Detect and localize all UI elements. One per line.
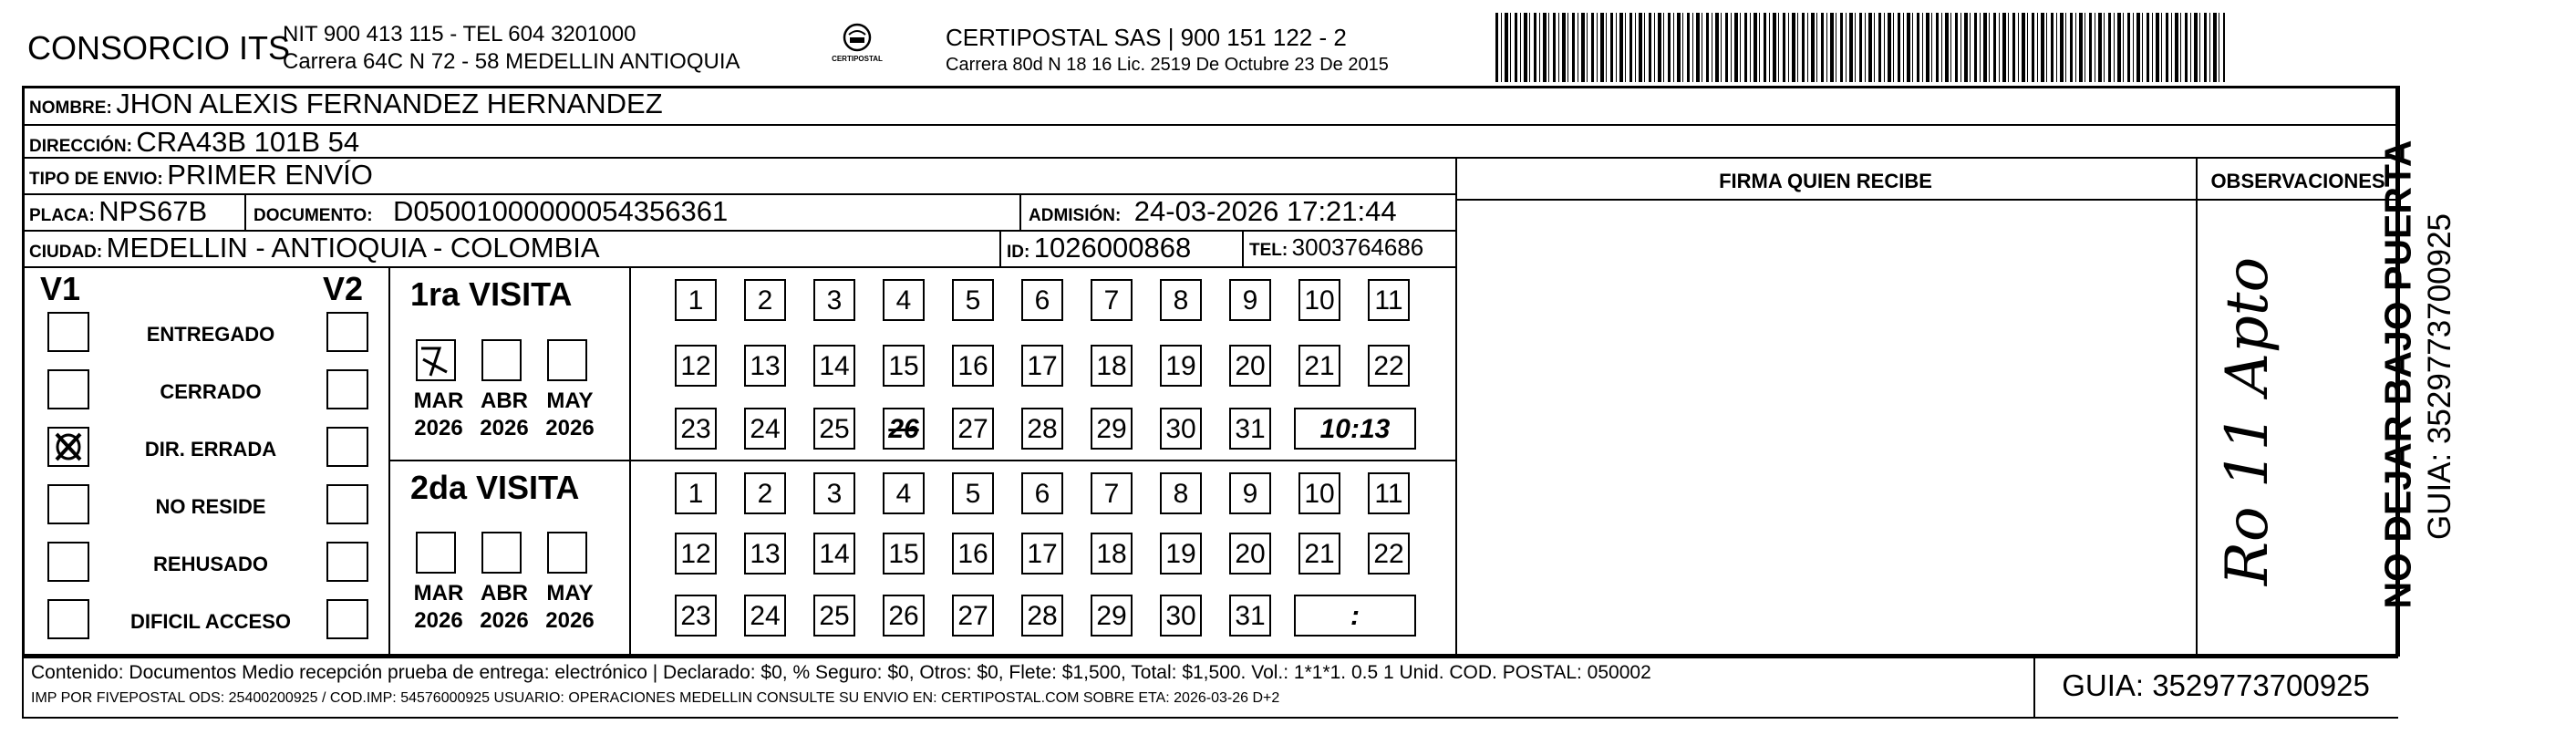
visit2-day-box[interactable]: 29 [1091,595,1133,637]
visit1-day-box[interactable]: 26 [883,408,925,450]
visit1-day-box[interactable]: 23 [675,408,717,450]
visit1-month-checkbox[interactable] [481,339,522,381]
carrier-address: Carrera 80d N 18 16 Lic. 2519 De Octubre 23 De 2015 [946,55,1389,75]
visit2-year-label: 2026 [545,608,595,633]
visit2-day-box[interactable]: 8 [1160,472,1202,514]
document-value: D05001000000054356361 [393,195,729,227]
visit2-day-box[interactable]: 10 [1298,472,1340,514]
signature-area[interactable] [1457,201,2194,655]
visit2-day-box[interactable]: 19 [1160,533,1202,575]
visit2-month-checkbox[interactable] [416,532,456,574]
footer-contenido: Contenido: Documentos Medio recepción prueba de entrega: electrónico | Declarado: $0, % Seguro: $0, Otros: $0, Flete: $1,500, Total: $1,500. Vol.: 1*1*1. 0.5 1 Unid. COD. POSTAL: 050002 [31,662,1651,683]
tel-row [1249,233,1423,262]
visit1-day-box[interactable]: 12 [675,345,717,387]
visit1-day-box[interactable]: 11 [1368,279,1410,321]
visit1-month-checkbox[interactable] [416,339,456,381]
visit1-day-box[interactable]: 21 [1298,345,1340,387]
send-type-value: PRIMER ENVÍO [167,159,373,191]
visit2-month-checkbox[interactable] [547,532,587,574]
check-mark-icon [418,341,454,379]
city-label: CIUDAD: [29,243,103,262]
plate-label: PLACA: [29,206,95,225]
visit2-month-label: MAR [413,581,464,606]
visit1-day-box[interactable]: 18 [1091,345,1133,387]
status-v2-checkbox[interactable] [326,484,368,524]
status-option-label: DIFICIL ACCESO [129,610,291,633]
visit1-month-label: MAY [546,388,594,413]
visit1-year-label: 2026 [414,416,463,440]
status-v1-checkbox[interactable] [47,484,89,524]
barcode [1495,13,2225,82]
city-row [29,232,600,264]
plate-row [29,195,207,228]
visit2-day-box[interactable]: 6 [1021,472,1063,514]
visit2-day-box[interactable]: 9 [1229,472,1271,514]
visit2-day-box[interactable]: 11 [1368,472,1410,514]
visit2-day-box[interactable]: 31 [1229,595,1271,637]
name-row [29,88,663,124]
carrier-name: CERTIPOSTAL SAS | 900 151 122 - 2 [946,24,1347,51]
certipostal-logo-text: CERTIPOSTAL [832,55,883,63]
company-name: CONSORCIO ITS [27,29,291,67]
certipostal-logo [825,22,889,67]
visit2-day-box[interactable]: 27 [952,595,994,637]
status-v1-checkbox[interactable] [47,427,89,467]
visit1-day-box[interactable]: 5 [952,279,994,321]
visit1-day-box[interactable]: 7 [1091,279,1133,321]
visit1-day-box[interactable]: 27 [952,408,994,450]
visit2-day-box[interactable]: 3 [813,472,855,514]
visit1-day-box[interactable]: 24 [744,408,786,450]
admission-row [1029,195,1397,228]
visit1-title: 1ra VISITA [410,275,573,313]
visit1-month-label: ABR [481,388,528,413]
observation-handwriting: Ro 11 Apto [2214,256,2281,586]
document-label: DOCUMENTO: [253,206,373,225]
visit2-day-box[interactable]: 22 [1368,533,1410,575]
admission-value: 24-03-2026 17:21:44 [1133,195,1397,227]
observaciones-label: OBSERVACIONES [2210,170,2385,192]
plate-value: NPS67B [98,195,208,227]
visit1-day-box[interactable]: 17 [1021,345,1063,387]
x-mark-icon [49,429,88,465]
id-row [1007,232,1191,264]
header [0,0,2576,89]
side-guia: GUIA: 3529773700925 [2422,212,2457,541]
visit1-day-box[interactable]: 31 [1229,408,1271,450]
visit2-month-checkbox[interactable] [481,532,522,574]
visit1-day-box[interactable]: 1 [675,279,717,321]
send-type-label: TIPO DE ENVIO: [29,170,163,189]
visit2-day-box[interactable]: 26 [883,595,925,637]
visit2-time-box[interactable]: : [1294,595,1416,637]
visit2-day-box[interactable]: 24 [744,595,786,637]
visit1-day-box[interactable]: 13 [744,345,786,387]
visit1-year-label: 2026 [545,416,595,440]
footer-imp: IMP POR FIVEPOSTAL ODS: 25400200925 / COD.IMP: 54576000925 USUARIO: OPERACIONES MEDELLIN CONSULTE SU ENVIO EN: CERTIPOSTAL.COM SOBRE ETA: 2026-03-26 D+2 [31,690,1280,706]
visit2-day-box[interactable]: 21 [1298,533,1340,575]
status-v2-checkbox[interactable] [326,599,368,639]
visit1-month-label: MAR [413,388,464,413]
visit1-month-checkbox[interactable] [547,339,587,381]
visit1-day-box[interactable]: 28 [1021,408,1063,450]
visit1-day-box[interactable]: 16 [952,345,994,387]
visit2-year-label: 2026 [414,608,463,633]
visit1-year-label: 2026 [480,416,529,440]
visit2-day-box[interactable]: 18 [1091,533,1133,575]
visit2-day-box[interactable]: 4 [883,472,925,514]
tel-value: 3003764686 [1291,233,1424,261]
visit1-day-box[interactable]: 9 [1229,279,1271,321]
status-v1-checkbox[interactable] [47,312,89,352]
status-v1-checkbox[interactable] [47,369,89,409]
v2-label: V2 [323,270,364,307]
name-label: NOMBRE: [29,98,112,118]
visit2-day-box[interactable]: 15 [883,533,925,575]
status-v2-checkbox[interactable] [326,427,368,467]
id-value: 1026000868 [1033,232,1192,264]
v1-label: V1 [40,270,81,307]
document-row [253,195,728,228]
company-address: Carrera 64C N 72 - 58 MEDELLIN ANTIOQUIA [283,49,740,74]
company-nit: NIT 900 413 115 - TEL 604 3201000 [283,22,636,47]
visit1-day-box[interactable]: 14 [813,345,855,387]
visit2-day-box[interactable]: 30 [1160,595,1202,637]
visit1-day-box[interactable]: 3 [813,279,855,321]
visit2-day-box[interactable]: 25 [813,595,855,637]
status-option-label: NO RESIDE [155,495,266,518]
visit1-day-box[interactable]: 25 [813,408,855,450]
visit2-day-box[interactable]: 16 [952,533,994,575]
visit1-day-box[interactable]: 20 [1229,345,1271,387]
visit2-month-label: MAY [546,581,594,606]
name-value: JHON ALEXIS FERNANDEZ HERNANDEZ [116,88,663,119]
visit1-day-box[interactable]: 15 [883,345,925,387]
status-option-label: CERRADO [160,380,262,403]
status-v2-checkbox[interactable] [326,369,368,409]
visit1-day-box[interactable]: 6 [1021,279,1063,321]
admission-label: ADMISIÓN: [1029,206,1122,225]
status-v2-checkbox[interactable] [326,312,368,352]
visit2-day-box[interactable]: 12 [675,533,717,575]
visit1-day-box[interactable]: 19 [1160,345,1202,387]
status-v1-checkbox[interactable] [47,542,89,582]
visit1-time-box[interactable]: 10:13 [1294,408,1416,450]
visit1-day-box[interactable]: 22 [1368,345,1410,387]
footer-guia: GUIA: 3529773700925 [2062,668,2370,702]
visit2-day-box[interactable]: 7 [1091,472,1133,514]
visit2-day-box[interactable]: 2 [744,472,786,514]
id-label: ID: [1007,243,1030,262]
send-type-row [29,159,373,192]
status-v2-checkbox[interactable] [326,542,368,582]
visit2-month-label: ABR [481,581,528,606]
status-option-label: ENTREGADO [146,323,275,346]
visit2-day-box[interactable]: 23 [675,595,717,637]
status-option-label: REHUSADO [153,553,268,575]
visit2-day-box[interactable]: 17 [1021,533,1063,575]
visit2-day-box[interactable]: 28 [1021,595,1063,637]
status-v1-checkbox[interactable] [47,599,89,639]
visit2-day-box[interactable]: 13 [744,533,786,575]
address-row [29,126,359,159]
visit2-year-label: 2026 [480,608,529,633]
visit2-day-box[interactable]: 1 [675,472,717,514]
visit1-day-box[interactable]: 10 [1298,279,1340,321]
visit2-day-box[interactable]: 20 [1229,533,1271,575]
visit1-day-box[interactable]: 29 [1091,408,1133,450]
visit1-day-box[interactable]: 2 [744,279,786,321]
visit2-day-box[interactable]: 14 [813,533,855,575]
visit1-day-box[interactable]: 4 [883,279,925,321]
visit2-title: 2da VISITA [410,469,580,506]
status-option-label: DIR. ERRADA [144,438,277,461]
address-value: CRA43B 101B 54 [136,126,360,158]
visit1-day-box[interactable]: 8 [1160,279,1202,321]
firma-label: FIRMA QUIEN RECIBE [1719,170,1932,192]
visit1-day-box[interactable]: 30 [1160,408,1202,450]
tel-label: TEL: [1249,241,1288,260]
city-value: MEDELLIN - ANTIOQUIA - COLOMBIA [106,232,600,264]
side-warning: NO DEJAR BAJO PUERTA [2376,140,2419,609]
address-label: DIRECCIÓN: [29,137,132,156]
visit2-day-box[interactable]: 5 [952,472,994,514]
